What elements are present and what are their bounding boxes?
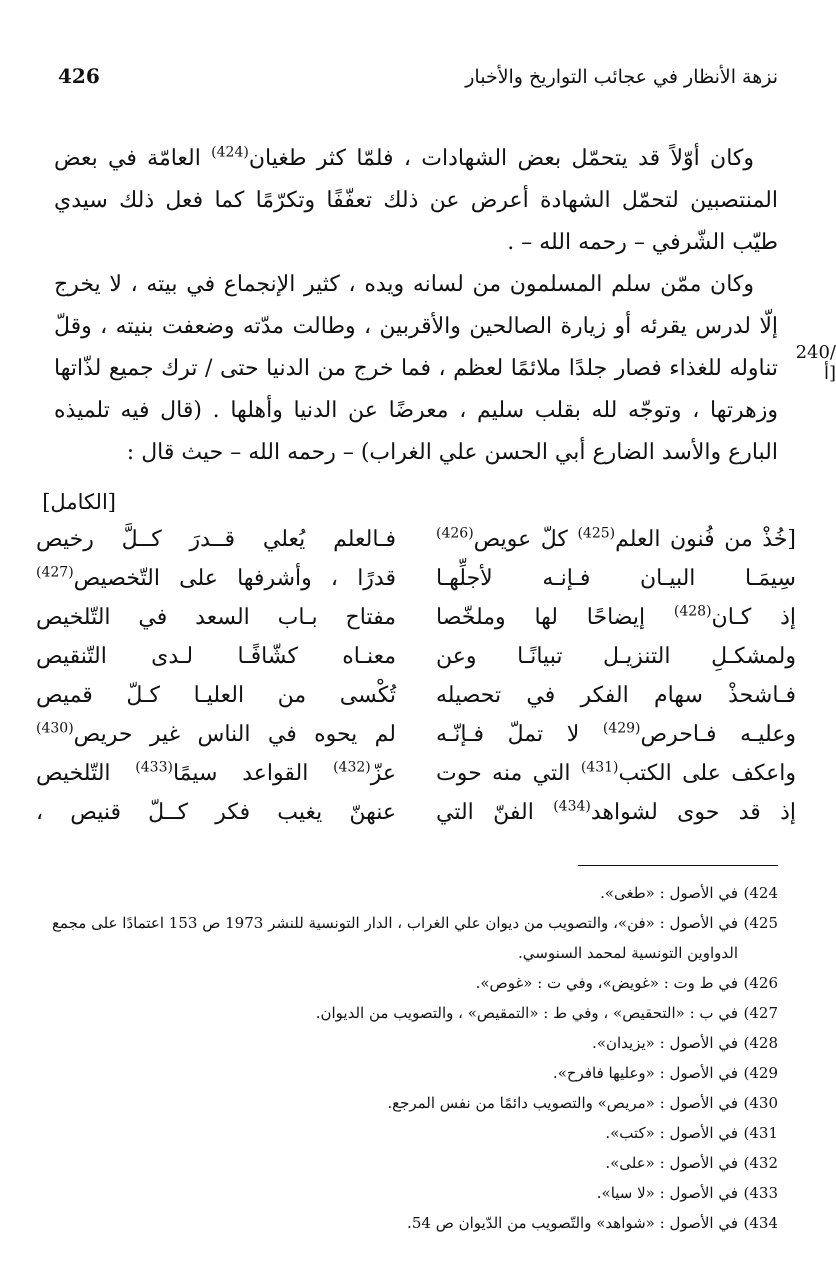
second-hemistich: عزّ$^{(432)}$ القواعد سيمًا$^{(433)}$ التّلخيص	[36, 759, 397, 786]
second-hemistich: لم يحوه في الناس غير حريص$^{(430)}$	[36, 720, 396, 747]
running-header-title: نزهة الأنظار في عجائب التواريخ والأخبار	[465, 66, 778, 88]
first-hemistich: [خُذْ من فُنون العلم$^{(425)}$ كلّ عويص$^{(426)}$	[436, 525, 796, 552]
poem-verse	[36, 598, 796, 637]
first-hemistich: إذ كـان$^{(428)}$ إيضاحًا لها وملخّصا	[436, 603, 796, 630]
footnote: 434) في الأصول : «شواهد» والتّصويب من الدّيوان ص 54.	[407, 1214, 778, 1232]
paragraph-1	[54, 138, 778, 264]
paragraph-1-part-b: العامّة في بعض المنتصبين لتحمّل الشهادة أعرض عن ذلك تعفّفًا وتكرّمًا كما فعل ذلك سيدي طيّب الشّرفي – رحمه الله – .	[54, 146, 778, 255]
paragraph-2: وكان ممّن سلم المسلمون من لسانه ويده ، كثير الإنجماع في بيته ، لا يخرج إلّا لدرس يقرئه أو زيارة الصالحين والأقربين ، وطالت مدّته وضعفت بنيته ، وقلّ تناوله للغذاء فصار جلدًا ملائمًا لعظم ، فما خرج من الدنيا حتى / ترك جميع لذّاتها وزهرتها ، وتوجّه لله بقلب سليم ، معرضًا عن الدنيا وأهلها . (قال فيه تلميذه البارع والأسد الضارع أبي الحسن علي الغراب) – رحمه الله – حيث قال :	[54, 272, 778, 465]
footnote: 432) في الأصول : «على».	[605, 1154, 778, 1172]
first-hemistich: سِيمَـا البيـان فـإنـه لأجلِّهـا	[436, 566, 796, 591]
first-hemistich: واعكف على الكتب$^{(431)}$ التي منه حوت	[436, 759, 796, 786]
first-hemistich: ولمشكـلِ التنزيـل تبيانًـا وعن	[436, 644, 796, 669]
first-hemistich: وعليـه فـاحرص$^{(429)}$ لا تملّ فـإنّـه	[436, 720, 796, 747]
second-hemistich: تُكْسى من العليـا كـلّ قميص	[36, 683, 396, 708]
footnote-divider	[578, 865, 778, 866]
footnote: 426) في ط وت : «غويض»، وفي ت : «غوص».	[475, 974, 778, 992]
footnotes	[38, 878, 778, 1238]
poem-verse	[36, 559, 796, 598]
poem-verse	[36, 715, 796, 754]
footnote: 433) في الأصول : «لا سيا».	[596, 1184, 778, 1202]
second-hemistich: معنـاه كشّافًـا لـدى التّنقيص	[36, 644, 396, 669]
footnote: 424) في الأصول : «طغى».	[600, 884, 778, 902]
poem-meter-label: [الكامل]	[42, 490, 116, 514]
second-hemistich: قدرًا ، وأشرفها على التّخصيص$^{(427)}$	[36, 564, 396, 591]
first-hemistich: إذ قد حوى لشواهد$^{(434)}$ الفنّ التي	[436, 798, 797, 825]
footnote: 427) في ب : «التحقيص» ، وفي ط : «التمقيص» ، والتصويب من الديوان.	[315, 1004, 778, 1022]
poem-verse	[36, 520, 796, 559]
poem-verse	[36, 637, 796, 676]
poem	[36, 520, 796, 832]
footnote: 431) في الأصول : «كتب».	[605, 1124, 778, 1142]
page-number: 426	[58, 64, 100, 88]
paragraph-1-part-a: وكان أوّلاً قد يتحمّل بعض الشهادات ، فلمّا كثر طغيان	[248, 146, 755, 171]
poem-verse	[36, 793, 796, 832]
footnote: 429) في الأصول : «وعليها فافرح».	[552, 1064, 778, 1082]
second-hemistich: مفتاح بـاب السعد في التّلخيص	[36, 605, 396, 630]
footnote: 430) في الأصول : «مريص» والتصويب دائمًا من نفس المرجع.	[387, 1094, 778, 1112]
second-hemistich: فـالعلم يُعلي قــدرَ كــلَّ رخيص	[36, 527, 396, 552]
poem-verse	[36, 754, 796, 793]
second-hemistich: عنهنّ يغيب فكر كــلّ قنيص ،	[36, 800, 396, 825]
footnote: 428) في الأصول : «يزيدان».	[592, 1034, 778, 1052]
first-hemistich: فـاشحذْ سهام الفكر في تحصيله	[436, 683, 796, 708]
margin-folio-note: 240/أ]	[795, 342, 836, 384]
body-text	[54, 138, 778, 474]
poem-verse	[36, 676, 796, 715]
footnote: 425) في الأصول : «فن»، والتصويب من ديوان علي الغراب ، الدار التونسية للنشر 1973 ص 153 اعتمادًا على مجمع الدواوين التونسية لمحمد السنوسي.	[51, 914, 778, 962]
footnote-ref-424: (424)	[211, 144, 249, 161]
